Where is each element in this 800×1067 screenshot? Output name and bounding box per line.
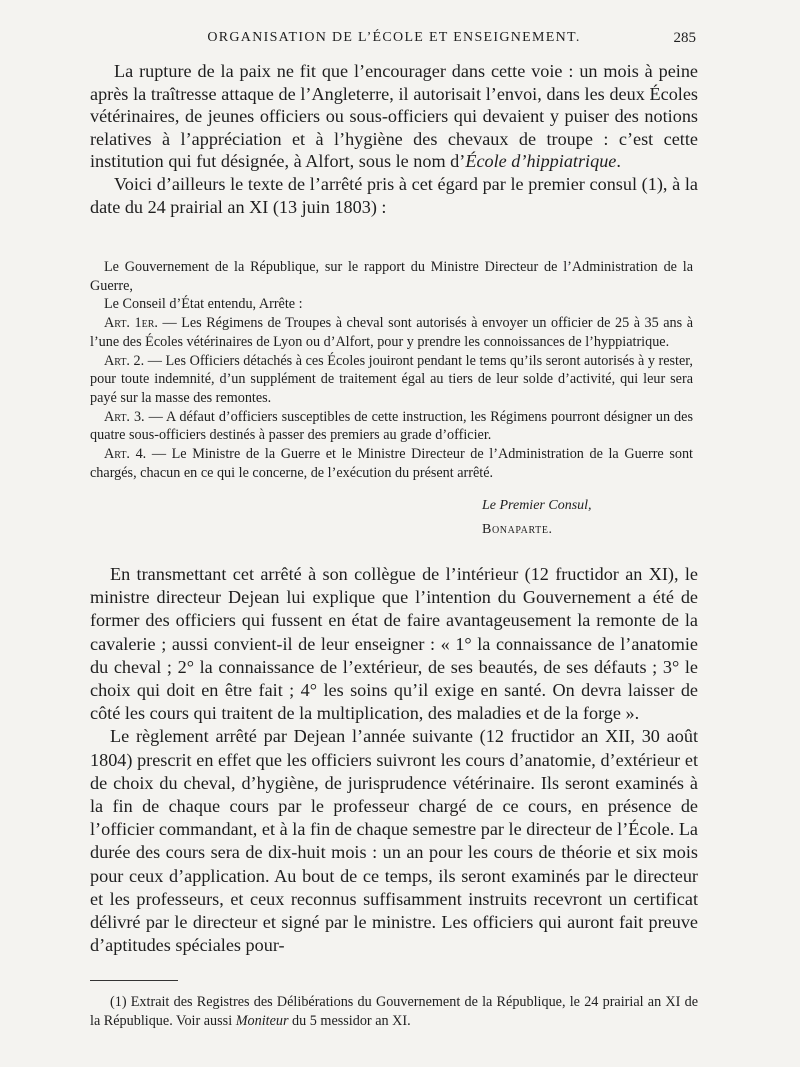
decree-text [90, 258, 693, 482]
intro-paragraph-1 [90, 60, 698, 173]
footnote-italic: Moniteur [235, 1013, 289, 1029]
article-label: Art. 3. [104, 408, 145, 425]
decree-article-1 [90, 314, 693, 351]
body-section [90, 563, 698, 957]
body-paragraph-1: En transmettant cet arrêté à son collègue de l’intérieur (12 fructidor an XI), le ministre directeur Dejean lui explique que l’intention du Gouvernement a été de former des officiers qui fussent en état de faire avantageusement la remonte de la cavalerie ; aussi convient-il de leur enseigner : « 1° la connaissance de l’anatomie du cheval ; 2° la connaissance de l’extérieur, de ses beautés, de ses défauts ; 3° le choix qui doit en être fait ; 4° les soins qu’il exige en santé. On devra laisser de côté les cours qui traitent de la multiplication, des maladies et de la forge ». [90, 564, 698, 724]
article-text: — A défaut d’officiers susceptibles de cette instruction, les Régimens pourront désigner un des quatre sous-officiers destinés à passer des premiers au grade d’officier. [90, 408, 693, 444]
decree-article-4 [90, 445, 693, 482]
footnote-end: du 5 messidor an XI. [288, 1013, 411, 1029]
decree-article-2 [90, 352, 693, 408]
intro-italic-term: École d’hippiatrique [465, 151, 617, 172]
footnote-text [90, 993, 698, 1031]
intro-paragraph-1-text: La rupture de la paix ne fit que l’encourager dans cette voie : un mois à peine après la traîtresse attaque de l’Angleterre, il autorisait l’envoi, dans les deux Écoles vétérinaires, de jeunes officiers ou sous-officiers qui devaient y puiser des notions relatives à l’appréciation et à l’hygiène des chevaux de troupe : c’est cette institution qui fut désignée, à Alfort, sous le nom d’ [90, 61, 698, 172]
signature-title: Le Premier Consul, [482, 498, 592, 513]
footnote-rule [90, 980, 178, 981]
decree-council: Le Conseil d’État entendu, Arrête : [104, 296, 303, 313]
article-label: Art. 2. [104, 352, 145, 369]
body-paragraph-2: Le règlement arrêté par Dejean l’année suivante (12 fructidor an XII, 30 août 1804) prescrit en effet que les officiers suivront les cours d’anatomie, d’extérieur et de choix du cheval, d’hygiène, de jurisprudence vétérinaire. Ils seront examinés à la fin de chaque cours par le professeur chargé de ce cours, en présence de l’officier commandant, et à la fin de chaque semestre par le directeur de l’École. La durée des cours sera de dix-huit mois : un an pour les cours de théorie et six mois pour ceux d’application. Au bout de ce temps, ils seront examinés par le directeur et les professeurs, et ceux reconnus suffisamment instruits recevront un certificat délivré par le directeur et signé par le ministre. Les officiers qui auront fait preuve d’aptitudes spéciales pour- [90, 726, 698, 956]
running-title: ORGANISATION DE L’ÉCOLE ET ENSEIGNEMENT. [207, 30, 581, 45]
intro-paragraph-2: Voici d’ailleurs le texte de l’arrêté pris à cet égard par le premier consul (1), à la date du 24 prairial an XI (13 juin 1803) : [90, 173, 698, 217]
footnote-body: (1) Extrait des Registres des Délibérations du Gouvernement de la République, le 24 prairial an XI de la République. Voir aussi [90, 994, 698, 1029]
article-text: — Les Régimens de Troupes à cheval sont autorisés à envoyer un officier de 25 à 35 ans à l’une des Écoles vétérinaires de Lyon ou d’Alfort, pour y prendre les connoissances de l’hyppiatrique. [90, 315, 693, 350]
signature-name: Bonaparte. [482, 522, 553, 537]
intro-section [90, 60, 698, 218]
article-text: — Les Officiers détachés à ces Écoles jouiront pendant le tems qu’ils seront autorisés à y rester, pour toute indemnité, d’un supplément de traitement égal au tiers de leur solde d’activité, qui leur sera payé sur la masse des remontes. [90, 352, 693, 406]
footnote [90, 993, 698, 1031]
article-label: Art. 4. [104, 446, 147, 463]
article-text: — Le Ministre de la Guerre et le Ministre Directeur de l’Administration de la Guerre sont chargés, chacun en ce qui le concerne, de l’exécution du présent arrêté. [90, 446, 693, 481]
article-label: Art. 1er. [104, 315, 158, 332]
page-number: 285 [673, 30, 696, 46]
decree-article-3 [90, 408, 693, 445]
intro-paragraph-1-end: . [616, 151, 621, 172]
decree-preamble: Le Gouvernement de la République, sur le rapport du Ministre Directeur de l’Administration de la Guerre, [90, 259, 693, 294]
